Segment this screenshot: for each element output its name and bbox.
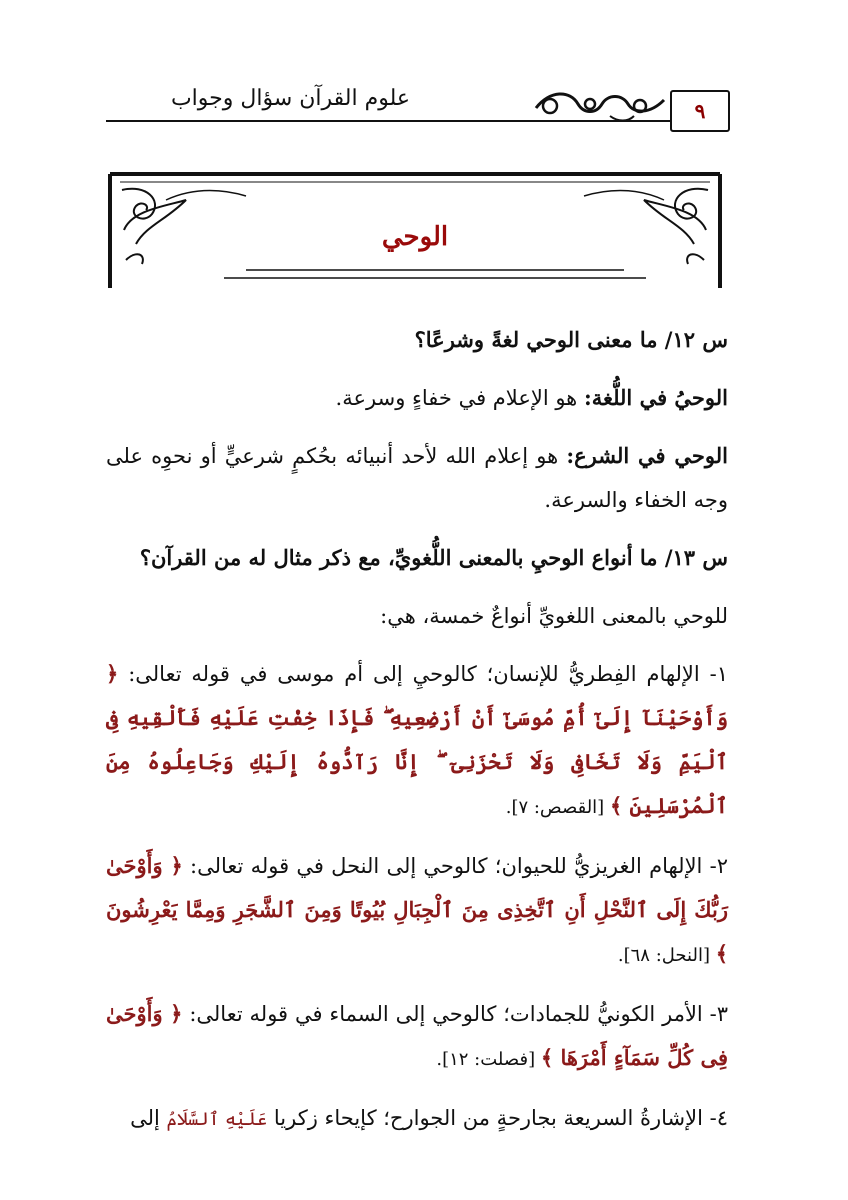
- page-number: ٩: [694, 99, 706, 123]
- type-item-4: [106, 1096, 728, 1142]
- definition-term: الوحي في الشرع:: [566, 443, 728, 468]
- header-rule: [106, 120, 682, 122]
- definition-text: هو الإعلام في خفاءٍ وسرعة.: [335, 386, 584, 410]
- item-text: ٢- الإلهام الغريزيُّ للحيوان؛ كالوحي إلى النحل في قوله تعالى:: [190, 854, 728, 878]
- linguistic-definition: [106, 376, 728, 420]
- types-intro: للوحي بالمعنى اللغويِّ أنواعٌ خمسة، هي:: [380, 604, 728, 628]
- page-number-box: [670, 90, 730, 132]
- item-text: ٤- الإشارةُ السريعة بجارحةٍ من الجوارح؛ كإيحاء زكريا: [267, 1106, 728, 1130]
- definition-text: هو إعلام الله لأحد أنبيائه بحُكمٍ شرعيٍّ أو نحوِه على وجه الخفاء والسرعة.: [106, 444, 728, 512]
- running-title: علوم القرآن سؤال وجواب: [170, 86, 410, 111]
- honorific: عَلَيْهِ ٱلسَّلَامُ: [166, 1109, 268, 1130]
- chapter-title: الوحي: [381, 222, 449, 252]
- type-item-1: [106, 652, 728, 830]
- page-body: [106, 318, 728, 1156]
- item-text-continued: إلى: [130, 1106, 167, 1130]
- verse-citation: [النحل: ٦٨].: [617, 945, 716, 966]
- header-ornament: [530, 86, 670, 122]
- quran-verse: ﴿ وَأَوْحَيْنَآ إِلَىٰٓ أُمِّ مُوسَىٰٓ أَنْ أَرْضِعِيهِ ۖ فَإِذَا خِفْتِ عَلَيْهِ فَأَلْقِيهِ فِى ٱلْيَمِّ وَلَا تَخَافِى وَلَا تَحْزَنِىٓ ۖ إِنَّا رَآدُّوهُ إِلَيْكِ وَجَاعِلُوهُ مِنَ ٱلْمُرْسَلِينَ ﴾: [106, 661, 728, 818]
- quran-verse: ﴿ وَأَوْحَىٰ فِى كُلِّ سَمَآءٍ أَمْرَهَا ﴾: [106, 1001, 728, 1070]
- chapter-title-frame: [106, 170, 724, 290]
- type-item-3: [106, 992, 728, 1082]
- item-text: ٣- الأمر الكونيُّ للجمادات؛ كالوحي إلى السماء في قوله تعالى:: [189, 1002, 729, 1026]
- question-12: س ١٢/ ما معنى الوحي لغةً وشرعًا؟: [414, 327, 728, 352]
- page-header: [106, 78, 730, 130]
- verse-citation: [فصلت: ١٢].: [436, 1049, 541, 1070]
- legal-definition: [106, 434, 728, 522]
- question-13: س ١٣/ ما أنواع الوحيِ بالمعنى اللُّغويِّ، مع ذكر مثال له من القرآن؟: [139, 545, 728, 570]
- definition-term: الوحيُ في اللُّغة:: [583, 385, 728, 410]
- quran-verse: ﴿ وَأَوْحَىٰ رَبُّكَ إِلَى ٱلنَّحْلِ أَنِ ٱتَّخِذِى مِنَ ٱلْجِبَالِ بُيُوتًا وَمِنَ ٱلشَّجَرِ وَمِمَّا يَعْرِشُونَ ﴾: [106, 853, 728, 966]
- verse-citation: [القصص: ٧].: [505, 797, 610, 818]
- item-text: ١- الإلهام الفِطريُّ للإنسان؛ كالوحيِ إلى أم موسى في قوله تعالى:: [128, 662, 728, 686]
- type-item-2: [106, 844, 728, 978]
